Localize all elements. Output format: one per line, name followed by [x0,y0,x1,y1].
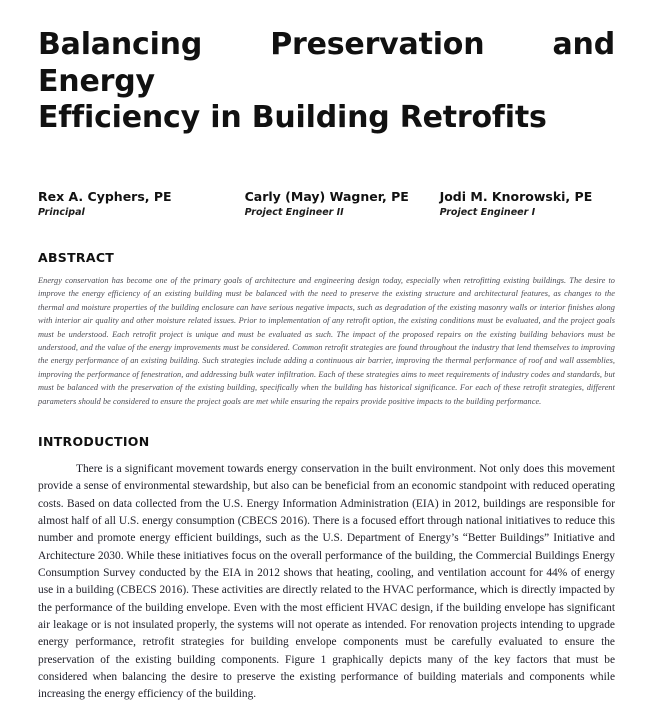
author-entry [440,189,615,220]
author-entry [38,189,245,220]
author-entry [245,189,440,220]
introduction-section [38,434,615,704]
abstract-body: Energy conservation has become one of the primary goals of architecture and engineering design today, especially when retrofitting existing buildings. The desire to improve the energy efficiency of an existing building must be balanced with the need to preserve the existing structure and architectural features, as changes to the thermal and moisture properties of the building enclosure can have serious negative impacts, such as degradation of the existing masonry walls or interior finishes along with interior air quality and other moisture related issues. Prior to implementation of any retrofit option, the existing conditions must be evaluated, and the project goals must be understood. Each retrofit project is unique and must be evaluated as such. The impact of the proposed repairs on the existing building behaviors must be understood, and the value of the energy improvements must be considered. Common retrofit strategies are found throughout the industry that lend themselves to improving the energy performance of an existing building. Such strategies include adding a continuous air barrier, improving the thermal performance of roof and wall assemblies, improving the performance of fenestration, and addressing bulk water infiltration. Each of these strategies aims to meet requirements of industry codes and standards, but must be balanced with the preservation of the existing building, specifically when the building has historical significance. For each of these retrofit strategies, different parameters should be considered to ensure the project goals are met while ensuring the repairs provide positive impacts to the building performance. [38,275,615,406]
page-title-line-1: Balancing Preservation and Energy [38,27,615,99]
author-role: Project Engineer I [439,207,536,219]
page-title-line-2: Efficiency in Building Retrofits [38,100,547,136]
author-role: Principal [38,207,85,219]
author-role: Project Engineer II [244,207,344,219]
author-name: Rex A. Cyphers, PE [38,188,172,204]
author-name: Jodi M. Knorowski, PE [439,188,593,204]
page-title [38,0,615,137]
abstract-section [38,250,615,408]
introduction-heading: INTRODUCTION [38,434,150,450]
author-name: Carly (May) Wagner, PE [244,188,409,204]
introduction-body: There is a significant movement towards energy conservation in the built environment. Not only does this movement provide a sense of environmental stewardship, but also can be beneficial from an economic standpoint with reduced operating costs. Based on data collected from the U.S. Energy Information Administration (EIA) in 2012, buildings are responsible for almost half of all U.S. energy consumption (CBECS 2016). There is a focused effort through national initiatives to reduce this number and promote energy efficient buildings, such as the U.S. Department of Energy’s “Better Buildings” Initiative and Architecture 2030. While these initiatives focus on the overall performance of the building, the Commercial Buildings Energy Consumption Survey conducted by the EIA in 2012 shows that heating, cooling, and ventilation account for 44% of energy use in a building (CBECS 2016). These activities are directly related to the HVAC performance, which is directly impacted by the performance of the building envelope. Even with the most efficient HVAC design, if the building envelope has significant air leakage or is not insulated properly, the systems will not operate as intended. For renovation projects intending to upgrade energy performance, retrofit strategies for building envelope components must be carefully evaluated to ensure the preservation of the existing building components. Figure 1 graphically depicts many of the key factors that must be considered when balancing the desire to preserve the existing performance of building materials and components while increasing the energy efficiency of the building. [38,463,615,701]
author-list [38,189,615,220]
abstract-heading: ABSTRACT [38,249,115,265]
